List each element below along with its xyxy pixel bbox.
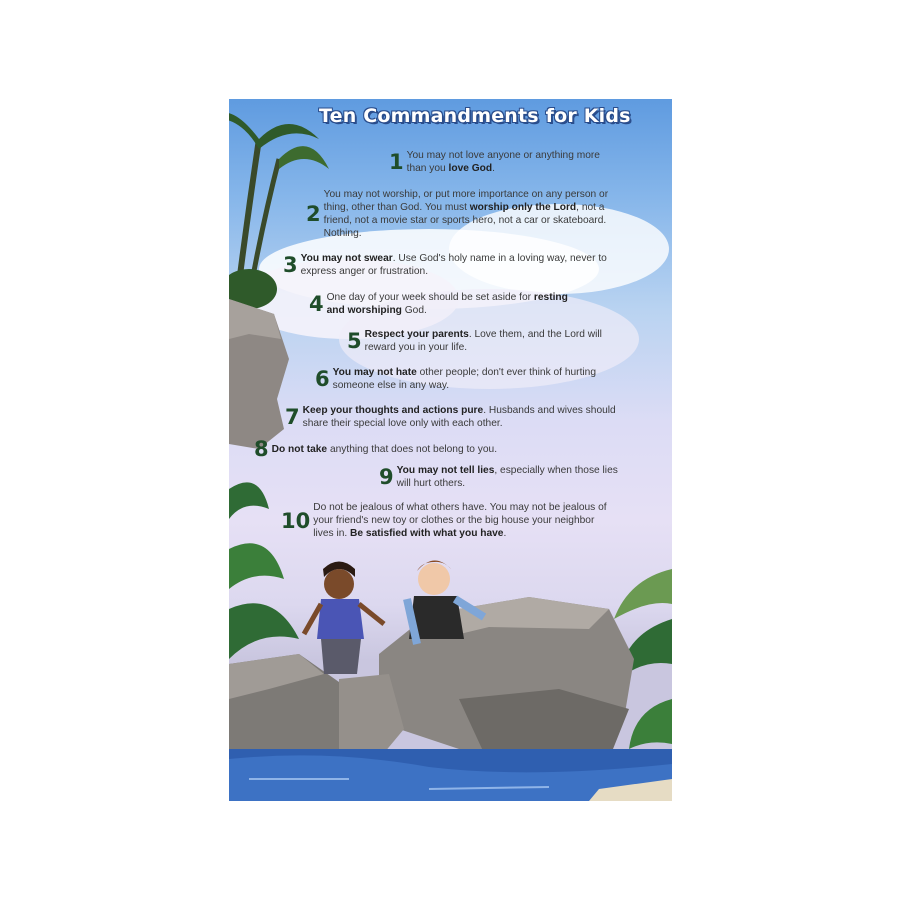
commandment-number: 2 bbox=[306, 202, 321, 226]
poster bbox=[229, 99, 672, 801]
commandment-text: Do not be jealous of what others have. You may not be jealous of your friend's new toy or clothes or the big house your neighbor lives in. Be satisfied with what you have. bbox=[313, 502, 607, 539]
commandment-text: You may not tell lies, especially when those lies will hurt others. bbox=[396, 465, 618, 489]
commandment-text: You may not love anyone or anything more than you love God. bbox=[406, 150, 600, 174]
commandment-8 bbox=[254, 439, 614, 459]
commandment-number: 10 bbox=[281, 508, 311, 533]
commandment-9 bbox=[379, 464, 619, 490]
commandment-number: 1 bbox=[389, 150, 404, 174]
commandment-text: Keep your thoughts and actions pure. Husbands and wives should share their special love only with each other. bbox=[302, 405, 616, 429]
commandment-number: 4 bbox=[309, 292, 324, 316]
commandment-10 bbox=[281, 501, 616, 540]
commandment-number: 5 bbox=[347, 329, 362, 353]
commandment-number: 9 bbox=[379, 465, 394, 489]
commandment-2 bbox=[306, 188, 626, 240]
commandment-4 bbox=[309, 291, 579, 317]
poster-title: Ten Commandments for Kids bbox=[319, 105, 631, 127]
commandment-number: 7 bbox=[285, 405, 300, 429]
commandment-text: You may not hate other people; don't ever think of hurting someone else in any way. bbox=[332, 367, 596, 391]
commandment-6 bbox=[315, 366, 635, 392]
commandment-number: 8 bbox=[254, 437, 269, 461]
commandment-number: 6 bbox=[315, 367, 330, 391]
commandment-3 bbox=[283, 252, 608, 278]
commandment-1 bbox=[389, 149, 614, 175]
commandment-text: One day of your week should be set aside for resting and worshiping God. bbox=[326, 292, 568, 316]
commandment-number: 3 bbox=[283, 253, 298, 277]
commandment-text: You may not swear. Use God's holy name in a loving way, never to express anger or frustration. bbox=[300, 253, 607, 277]
commandment-text: Respect your parents. Love them, and the Lord will reward you in your life. bbox=[364, 329, 602, 353]
commandment-5 bbox=[347, 328, 632, 354]
commandment-text: Do not take anything that does not belong to you. bbox=[271, 443, 498, 455]
commandment-7 bbox=[285, 404, 635, 430]
commandment-text: You may not worship, or put more importance on any person or thing, other than God. You must worship only the Lord, not a friend, not a movie star or sports hero, not a car or skateboard. Nothing. bbox=[323, 189, 609, 239]
